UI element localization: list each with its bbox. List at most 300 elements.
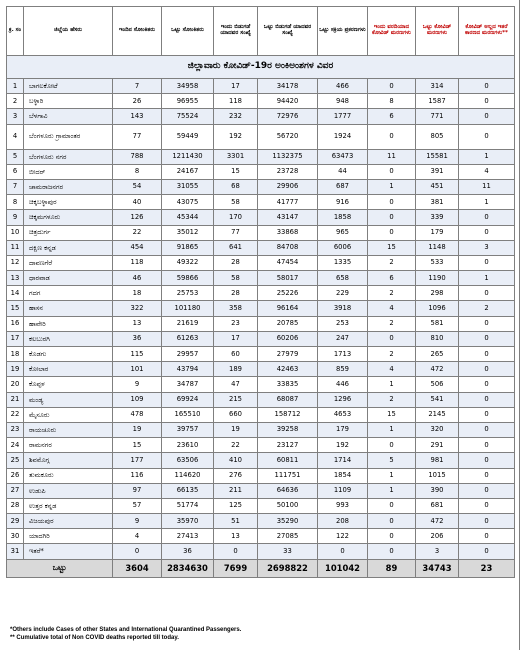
cell-non-covid-deaths: 0 [459,109,515,124]
cell-non-covid-deaths: 0 [459,438,515,453]
cell-serial: 25 [7,453,24,468]
cell-non-covid-deaths: 11 [459,179,515,194]
cell-serial: 4 [7,124,24,149]
cell-active-cases: 192 [318,438,368,453]
cell-total-discharged: 60811 [258,453,318,468]
cell-total-discharged: 1132375 [258,149,318,164]
cell-serial: 20 [7,377,24,392]
cell-active-cases: 1296 [318,392,368,407]
cell-serial: 27 [7,483,24,498]
cell-total-cases: 25753 [162,286,214,301]
cell-non-covid-deaths: 1 [459,195,515,210]
cell-today-cases: 13 [113,316,162,331]
cell-today-cases: 18 [113,286,162,301]
cell-total-deaths: 206 [416,529,459,544]
cell-today-cases: 143 [113,109,162,124]
header-total-discharged: ಒಟ್ಟು ಬಿಡುಗಡೆ ಯಾದವರ ಸಂಖ್ಯೆ [258,7,318,56]
cell-today-cases: 54 [113,179,162,194]
cell-today-discharged: 77 [214,225,258,240]
cell-active-cases: 1109 [318,483,368,498]
cell-total-cases: 59449 [162,124,214,149]
cell-today-deaths: 0 [368,225,416,240]
table-row [7,514,515,529]
cell-today-discharged: 17 [214,79,258,94]
cell-non-covid-deaths: 0 [459,286,515,301]
cell-today-deaths: 6 [368,271,416,286]
cell-total-deaths: 339 [416,210,459,225]
cell-district-name: ಚಿಕ್ಕಮಗಳೂರು [24,210,113,225]
cell-today-cases: 7 [113,79,162,94]
cell-total-cases: 23610 [162,438,214,453]
cell-total-deaths: 1015 [416,468,459,483]
header-today-discharged: ಇಂದು ಬಿಡುಗಡೆ ಯಾದವರ ಸಂಖ್ಯೆ [214,7,258,56]
cell-district-name: ಹಾಸನ [24,301,113,316]
cell-total-cases: 34787 [162,377,214,392]
table-row [7,109,515,124]
cell-today-deaths: 15 [368,407,416,422]
cell-total-discharged: 64636 [258,483,318,498]
cell-district-name: ಗದಗ [24,286,113,301]
cell-total-cases: 21619 [162,316,214,331]
cell-today-deaths: 0 [368,164,416,179]
cell-non-covid-deaths: 0 [459,498,515,513]
cell-district-name: ದಾವಣಗೆರೆ [24,255,113,270]
cell-total-cases: 63506 [162,453,214,468]
cell-serial: 29 [7,514,24,529]
cell-serial: 15 [7,301,24,316]
cell-serial: 14 [7,286,24,301]
cell-district-name: ಬೆಂಗಳೂರು ನಗರ [24,149,113,164]
cell-non-covid-deaths: 0 [459,392,515,407]
cell-today-discharged: 276 [214,468,258,483]
cell-total-discharged: 111751 [258,468,318,483]
cell-total-cases: 59866 [162,271,214,286]
cell-active-cases: 446 [318,377,368,392]
header-total-cases: ಒಟ್ಟು ಸೋಂಕಿತರು [162,7,214,56]
cell-total-deaths: 1587 [416,94,459,109]
cell-active-cases: 993 [318,498,368,513]
cell-active-cases: 916 [318,195,368,210]
cell-district-name: ಹಾವೇರಿ [24,316,113,331]
cell-today-deaths: 1 [368,468,416,483]
cell-today-cases: 0 [113,544,162,559]
cell-today-discharged: 232 [214,109,258,124]
cell-today-cases: 478 [113,407,162,422]
cell-today-deaths: 0 [368,498,416,513]
cell-serial: 30 [7,529,24,544]
cell-district-name: ಚಿತ್ರದುರ್ಗ [24,225,113,240]
cell-non-covid-deaths: 0 [459,94,515,109]
cell-active-cases: 1854 [318,468,368,483]
cell-today-discharged: 3301 [214,149,258,164]
cell-today-cases: 101 [113,362,162,377]
cell-today-deaths: 0 [368,79,416,94]
cell-non-covid-deaths: 0 [459,225,515,240]
cell-total-cases: 75524 [162,109,214,124]
cell-total-cases: 31055 [162,179,214,194]
cell-total-discharged: 47454 [258,255,318,270]
cell-active-cases: 229 [318,286,368,301]
cell-today-discharged: 660 [214,407,258,422]
cell-today-cases: 9 [113,514,162,529]
cell-today-discharged: 0 [214,544,258,559]
totals-row [7,559,515,577]
cell-today-discharged: 192 [214,124,258,149]
cell-today-discharged: 47 [214,377,258,392]
cell-district-name: ಧಾರವಾಡ [24,271,113,286]
cell-today-cases: 115 [113,347,162,362]
cell-serial: 24 [7,438,24,453]
cell-today-cases: 126 [113,210,162,225]
table-row [7,271,515,286]
cell-total-deaths: 3 [416,544,459,559]
cell-district-name: ಕೊಪ್ಪಳ [24,377,113,392]
footnotes [10,627,241,643]
cell-today-discharged: 15 [214,164,258,179]
cell-today-cases: 177 [113,453,162,468]
cell-non-covid-deaths: 0 [459,362,515,377]
cell-today-deaths: 4 [368,301,416,316]
cell-today-cases: 116 [113,468,162,483]
cell-total-cases: 45344 [162,210,214,225]
cell-total-discharged: 56720 [258,124,318,149]
cell-today-deaths: 2 [368,286,416,301]
cell-total-discharged: 94420 [258,94,318,109]
cell-serial: 1 [7,79,24,94]
table-row [7,79,515,94]
cell-total-deaths: 265 [416,347,459,362]
cell-active-cases: 658 [318,271,368,286]
cell-today-discharged: 60 [214,347,258,362]
cell-active-cases: 859 [318,362,368,377]
cell-serial: 12 [7,255,24,270]
header-today-deaths: ಇಂದು ವರದಿಯಾದ ಕೋವಿಡ್ ಮರಣಗಳು [368,7,416,56]
table-row [7,483,515,498]
cell-total-deaths: 298 [416,286,459,301]
cell-today-cases: 26 [113,94,162,109]
cell-today-cases: 46 [113,271,162,286]
cell-total-discharged: 20785 [258,316,318,331]
footnote-others: *Others include Cases of other States and International Quarantined Passengers. [10,627,242,633]
cell-today-discharged: 17 [214,331,258,346]
cell-today-discharged: 118 [214,94,258,109]
cell-non-covid-deaths: 0 [459,422,515,437]
cell-total-discharged: 60206 [258,331,318,346]
cell-active-cases: 6006 [318,240,368,255]
cell-today-discharged: 410 [214,453,258,468]
table-row [7,468,515,483]
cell-serial: 23 [7,422,24,437]
table-row [7,453,515,468]
cell-total-discharged: 158712 [258,407,318,422]
cell-today-deaths: 1 [368,179,416,194]
cell-today-deaths: 2 [368,255,416,270]
cell-serial: 8 [7,195,24,210]
total-today-deaths: 89 [368,559,416,577]
cell-today-deaths: 2 [368,316,416,331]
cell-district-name: ವಿಜಯಪುರ [24,514,113,529]
cell-today-cases: 118 [113,255,162,270]
cell-today-discharged: 170 [214,210,258,225]
cell-today-discharged: 22 [214,438,258,453]
cell-total-discharged: 25226 [258,286,318,301]
total-discharged: 2698822 [258,559,318,577]
cell-non-covid-deaths: 0 [459,529,515,544]
cell-total-cases: 61263 [162,331,214,346]
cell-active-cases: 0 [318,544,368,559]
cell-today-deaths: 4 [368,362,416,377]
cell-serial: 9 [7,210,24,225]
total-active: 101042 [318,559,368,577]
total-today-cases: 3604 [113,559,162,577]
cell-today-discharged: 189 [214,362,258,377]
cell-today-cases: 19 [113,422,162,437]
cell-active-cases: 1924 [318,124,368,149]
table-row [7,392,515,407]
table-row [7,225,515,240]
cell-today-cases: 15 [113,438,162,453]
cell-today-deaths: 1 [368,483,416,498]
cell-active-cases: 122 [318,529,368,544]
cell-today-discharged: 28 [214,286,258,301]
cell-today-discharged: 641 [214,240,258,255]
cell-total-discharged: 35290 [258,514,318,529]
cell-today-cases: 109 [113,392,162,407]
cell-active-cases: 208 [318,514,368,529]
cell-today-deaths: 0 [368,210,416,225]
cell-non-covid-deaths: 0 [459,316,515,331]
cell-non-covid-deaths: 1 [459,271,515,286]
page-edge-line [519,0,520,650]
total-cases: 2834630 [162,559,214,577]
cell-active-cases: 1858 [318,210,368,225]
table-row [7,438,515,453]
cell-today-cases: 36 [113,331,162,346]
cell-non-covid-deaths: 0 [459,514,515,529]
cell-district-name: ರಾಯಚೂರು [24,422,113,437]
cell-non-covid-deaths: 0 [459,210,515,225]
cell-total-discharged: 96164 [258,301,318,316]
header-active-cases: ಒಟ್ಟು ಸಕ್ರಿಯ ಪ್ರಕರಣಗಳು [318,7,368,56]
cell-total-deaths: 291 [416,438,459,453]
cell-total-cases: 24167 [162,164,214,179]
cell-active-cases: 1777 [318,109,368,124]
table-row [7,544,515,559]
cell-today-deaths: 0 [368,195,416,210]
cell-serial: 28 [7,498,24,513]
cell-total-discharged: 50100 [258,498,318,513]
cell-total-discharged: 41777 [258,195,318,210]
cell-today-deaths: 1 [368,377,416,392]
table-row [7,124,515,149]
cell-serial: 3 [7,109,24,124]
cell-today-discharged: 125 [214,498,258,513]
cell-total-cases: 35970 [162,514,214,529]
cell-today-deaths: 11 [368,149,416,164]
cell-serial: 6 [7,164,24,179]
header-total-deaths: ಒಟ್ಟು ಕೋವಿಡ್ ಮರಣಗಳು [416,7,459,56]
cell-total-discharged: 58017 [258,271,318,286]
header-non-covid-deaths: ಕೋವಿಡ್ ಅಲ್ಲದ ಇತರೆ ಕಾರಣದ ಮರಣಗಳು** [459,7,515,56]
cell-total-deaths: 981 [416,453,459,468]
cell-today-deaths: 2 [368,392,416,407]
cell-total-deaths: 1148 [416,240,459,255]
cell-today-cases: 22 [113,225,162,240]
cell-serial: 17 [7,331,24,346]
cell-total-deaths: 681 [416,498,459,513]
cell-non-covid-deaths: 1 [459,149,515,164]
table-row [7,210,515,225]
cell-today-cases: 322 [113,301,162,316]
total-today-discharged: 7699 [214,559,258,577]
cell-today-discharged: 215 [214,392,258,407]
cell-active-cases: 687 [318,179,368,194]
table-row [7,164,515,179]
table-row [7,529,515,544]
cell-active-cases: 3918 [318,301,368,316]
table-row [7,422,515,437]
district-rows [7,79,515,560]
cell-today-discharged: 58 [214,271,258,286]
cell-total-discharged: 42463 [258,362,318,377]
cell-total-deaths: 381 [416,195,459,210]
cell-active-cases: 4653 [318,407,368,422]
cell-non-covid-deaths: 3 [459,240,515,255]
cell-today-deaths: 0 [368,124,416,149]
cell-district-name: ರಾಮನಗರ [24,438,113,453]
cell-today-discharged: 358 [214,301,258,316]
cell-non-covid-deaths: 0 [459,347,515,362]
cell-serial: 26 [7,468,24,483]
cell-non-covid-deaths: 0 [459,331,515,346]
table-row [7,331,515,346]
cell-today-deaths: 0 [368,438,416,453]
cell-district-name: ಚಾಮರಾಜನಗರ [24,179,113,194]
cell-total-discharged: 33835 [258,377,318,392]
cell-total-deaths: 320 [416,422,459,437]
cell-total-deaths: 1096 [416,301,459,316]
cell-total-cases: 101180 [162,301,214,316]
cell-total-deaths: 581 [416,316,459,331]
cell-district-name: ಚಿಕ್ಕಬಳ್ಳಾಪುರ [24,195,113,210]
cell-total-deaths: 451 [416,179,459,194]
cell-total-discharged: 84708 [258,240,318,255]
cell-district-name: ಶಿವಮೊಗ್ಗ [24,453,113,468]
cell-serial: 13 [7,271,24,286]
cell-serial: 7 [7,179,24,194]
cell-total-cases: 39757 [162,422,214,437]
cell-total-cases: 35012 [162,225,214,240]
cell-total-cases: 29957 [162,347,214,362]
cell-total-deaths: 1190 [416,271,459,286]
cell-non-covid-deaths: 0 [459,79,515,94]
cell-district-name: ಯಾದಗಿರಿ [24,529,113,544]
cell-district-name: ಬೆಳಗಾವಿ [24,109,113,124]
page-title: ಜಿಲ್ಲಾವಾರು ಕೋವಿಡ್-19ರ ಅಂಕಿಅಂಶಗಳ ವಿವರ [7,56,515,79]
cell-total-discharged: 39258 [258,422,318,437]
cell-active-cases: 948 [318,94,368,109]
cell-serial: 21 [7,392,24,407]
cell-active-cases: 179 [318,422,368,437]
cell-total-deaths: 771 [416,109,459,124]
cell-total-cases: 49322 [162,255,214,270]
table-row [7,362,515,377]
cell-district-name: ಮಂಡ್ಯ [24,392,113,407]
cell-today-deaths: 0 [368,331,416,346]
cell-total-discharged: 23728 [258,164,318,179]
cell-today-cases: 454 [113,240,162,255]
cell-today-deaths: 1 [368,422,416,437]
cell-total-discharged: 27979 [258,347,318,362]
cell-total-cases: 51774 [162,498,214,513]
cell-today-discharged: 68 [214,179,258,194]
cell-total-cases: 165510 [162,407,214,422]
cell-district-name: ಬಾಗಲಕೋಟೆ [24,79,113,94]
cell-total-deaths: 314 [416,79,459,94]
table-row [7,377,515,392]
cell-today-deaths: 0 [368,529,416,544]
footnote-non-covid: ** Cumulative total of Non COVID deaths reported till today. [10,634,179,641]
cell-today-deaths: 2 [368,347,416,362]
header-today-cases: ಇಂದಿನ ಸೋಂಕಿತರು [113,7,162,56]
cell-today-cases: 77 [113,124,162,149]
cell-serial: 10 [7,225,24,240]
header-row [7,7,515,56]
table-row [7,94,515,109]
cell-today-cases: 788 [113,149,162,164]
cell-today-deaths: 0 [368,514,416,529]
cell-total-deaths: 179 [416,225,459,240]
cell-total-deaths: 15581 [416,149,459,164]
cell-serial: 11 [7,240,24,255]
cell-district-name: ಕೊಡಗು [24,347,113,362]
cell-total-discharged: 43147 [258,210,318,225]
cell-total-cases: 43075 [162,195,214,210]
cell-total-deaths: 472 [416,362,459,377]
table-row [7,407,515,422]
cell-total-deaths: 390 [416,483,459,498]
cell-total-discharged: 68087 [258,392,318,407]
cell-total-cases: 91865 [162,240,214,255]
cell-today-discharged: 23 [214,316,258,331]
cell-non-covid-deaths: 0 [459,407,515,422]
cell-total-cases: 27413 [162,529,214,544]
cell-district-name: ಉತ್ತರ ಕನ್ನಡ [24,498,113,513]
cell-today-deaths: 0 [368,544,416,559]
cell-total-cases: 114620 [162,468,214,483]
cell-total-cases: 96955 [162,94,214,109]
cell-today-discharged: 13 [214,529,258,544]
cell-total-deaths: 2145 [416,407,459,422]
cell-today-cases: 40 [113,195,162,210]
cell-total-cases: 1211430 [162,149,214,164]
cell-non-covid-deaths: 0 [459,453,515,468]
cell-active-cases: 1714 [318,453,368,468]
cell-total-cases: 69924 [162,392,214,407]
cell-active-cases: 1713 [318,347,368,362]
covid-district-sheet [6,6,514,578]
cell-today-discharged: 51 [214,514,258,529]
cell-district-name: ಮೈಸೂರು [24,407,113,422]
cell-total-cases: 43794 [162,362,214,377]
cell-today-deaths: 6 [368,109,416,124]
cell-district-name: ಕಲಬುರಗಿ [24,331,113,346]
cell-total-cases: 66135 [162,483,214,498]
cell-district-name: ಬೀದರ್ [24,164,113,179]
cell-serial: 16 [7,316,24,331]
cell-active-cases: 466 [318,79,368,94]
cell-total-deaths: 506 [416,377,459,392]
